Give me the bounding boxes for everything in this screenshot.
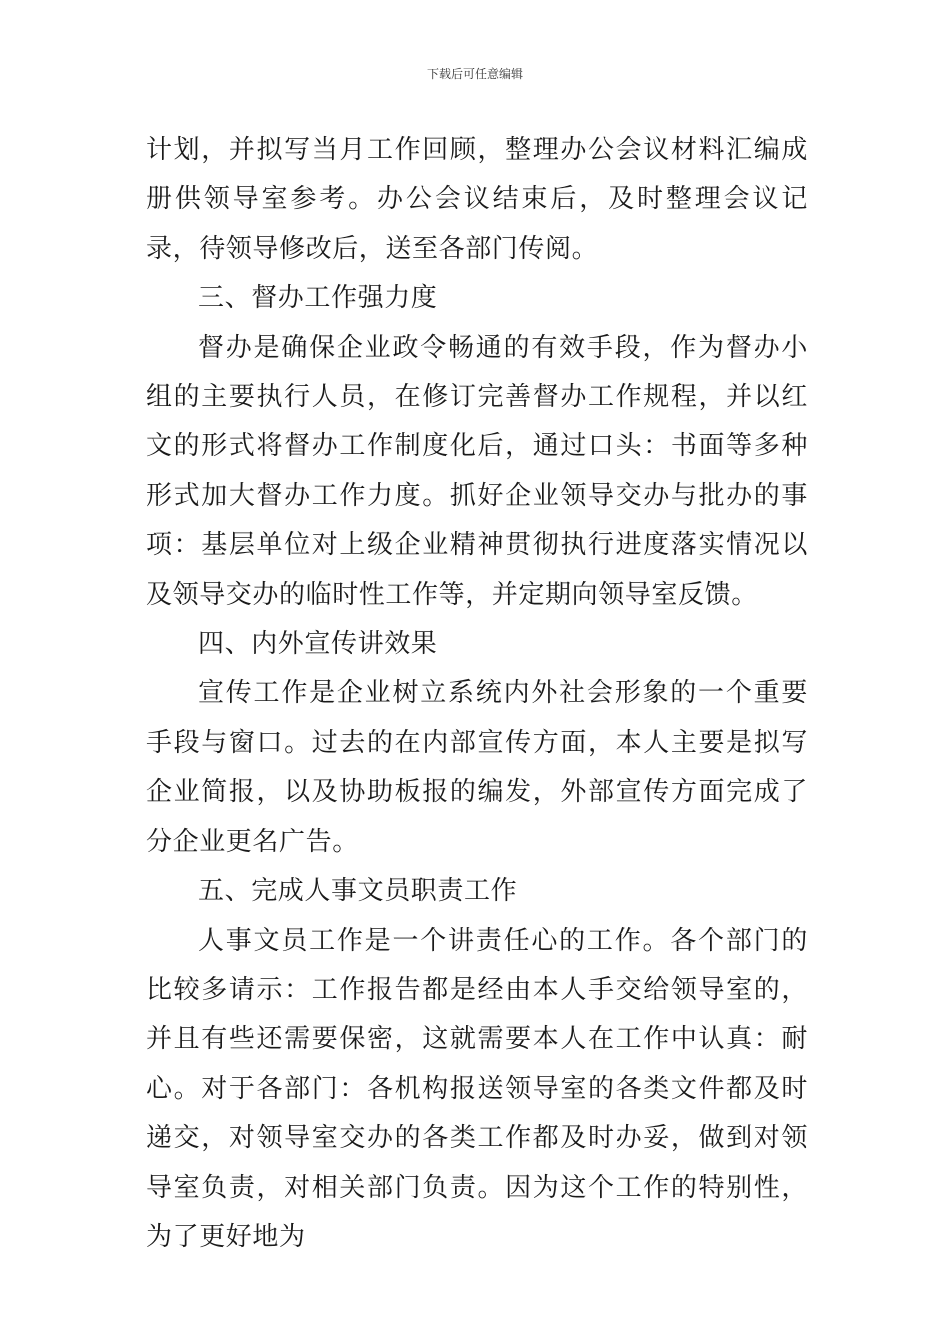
paragraph-supervision: 督办是确保企业政令畅通的有效手段，作为督办小组的主要执行人员，在修订完善督办工作规程，并以红文的形式将督办工作制度化后，通过口头：书面等多种形式加大督办工作力度。抓好企业领导交办与批办的事项：基层单位对上级企业精神贯彻执行进度落实情况以及领导交办的临时性工作等，并定期向领导室反馈。 [146,332,808,610]
paragraph-continuation: 计划，并拟写当月工作回顾，整理办公会议材料汇编成册供领导室参考。办公会议结束后，及时整理会议记录，待领导修改后，送至各部门传阅。 [146,135,808,264]
paragraph-personnel: 人事文员工作是一个讲责任心的工作。各个部门的比较多请示：工作报告都是经由本人手交给领导室的，并且有些还需要保密，这就需要本人在工作中认真：耐心。对于各部门：各机构报送领导室的各类文件都及时递交，对领导室交办的各类工作都及时办妥，做到对领导室负责，对相关部门负责。因为这个工作的特别性，为了更好地为 [146,925,808,1252]
paragraph-publicity: 宣传工作是企业树立系统内外社会形象的一个重要手段与窗口。过去的在内部宣传方面，本人主要是拟写企业简报，以及协助板报的编发，外部宣传方面完成了分企业更名广告。 [146,678,808,857]
page-header: 下载后可任意编辑 [426,67,523,81]
document-body [146,126,808,1262]
section-heading-3: 三、督办工作强力度 [198,283,438,314]
section-heading-4: 四、内外宣传讲效果 [198,629,438,660]
section-heading-5: 五、完成人事文员职责工作 [198,876,518,907]
